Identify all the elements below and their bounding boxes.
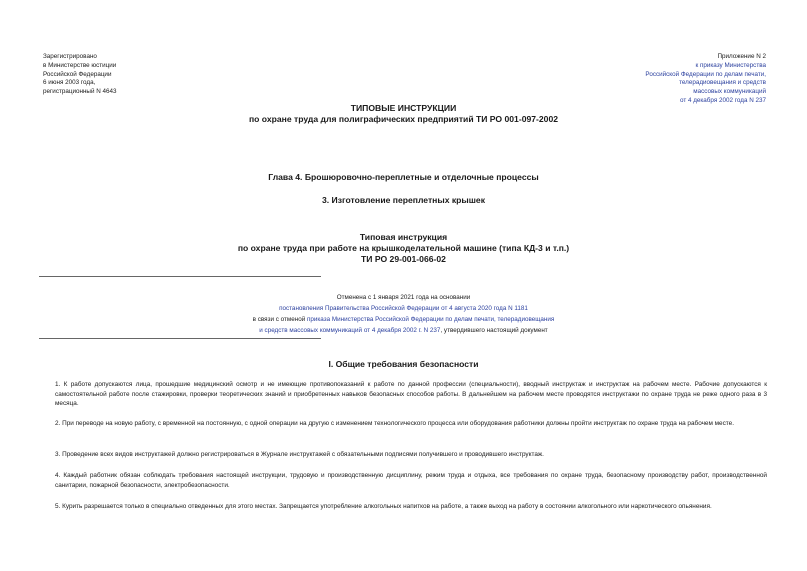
- cancellation-line: Отменена с 1 января 2021 года на основании: [336, 294, 471, 301]
- paragraph-3: [39, 450, 767, 460]
- instruction-title-line2: по охране труда при работе на крышкоделательной машине (типа КД-3 и т.п.): [237, 243, 570, 254]
- chapter-heading: Глава 4. Брошюровочно-переплетные и отделочные процессы: [268, 172, 539, 182]
- section-heading: I. Общие требования безопасности: [328, 359, 479, 369]
- ministry-order-link-cont[interactable]: и средств массовых коммуникаций от 4 декабря 2002 г. N 237: [259, 327, 441, 334]
- appendix-link-line[interactable]: от 4 декабря 2002 года N 237: [679, 96, 766, 104]
- paragraph-4: [39, 471, 767, 490]
- registration-line: в Министерстве юстиции: [43, 61, 117, 69]
- subsection-heading: 3. Изготовление переплетных крышек: [321, 195, 486, 205]
- paragraph-2: [39, 419, 767, 429]
- divider-bottom: [39, 338, 321, 339]
- paragraph-text: 1. К работе допускаются лица, прошедшие медицинский осмотр и не имеющие противопоказаний к работе по данной профессии (специальности), вводный инструктаж и инструктаж на рабочем месте. Рабочие допускаются к самостоятельной работе после стажировки, проверки теоретических знаний и приобретенных навыков безопасных способов работы. В дальнейшем на рабочем месте проводятся инструктажи по охране труда не реже одного раза в 3 месяца.: [55, 381, 767, 408]
- cancellation-prefix: в связи с отменой: [252, 316, 307, 323]
- document-title-line1: ТИПОВЫЕ ИНСТРУКЦИИ: [350, 103, 457, 113]
- appendix-block: [536, 53, 766, 106]
- registration-line: Российской Федерации: [43, 70, 112, 78]
- cancellation-notice: [0, 292, 807, 336]
- divider-top: [39, 276, 321, 277]
- registration-block: [43, 53, 203, 97]
- registration-line: Зарегистрировано: [43, 53, 97, 60]
- ministry-order-link[interactable]: приказа Министерства Российской Федерации по делам печати, телерадиовещания: [306, 316, 555, 323]
- cancellation-suffix: , утвердившего настоящий документ: [440, 327, 548, 334]
- paragraph-text: 3. Проведение всех видов инструктажей должно регистрироваться в Журнале инструктажей с обязательными подписями получившего и проводившего инструктаж.: [55, 451, 544, 458]
- paragraph-text: 2. При переводе на новую работу, с временной на постоянную, с одной операции на другую с изменением технологического процесса или оборудования работники должны пройти инструктаж по охране труда на рабочем месте.: [55, 420, 734, 427]
- appendix-link-line[interactable]: Российской Федерации по делам печати,: [645, 70, 766, 78]
- registration-line: 6 июня 2003 года,: [43, 79, 96, 87]
- appendix-link-line[interactable]: массовых коммуникаций: [693, 88, 766, 96]
- paragraph-1: [39, 380, 767, 409]
- appendix-title: Приложение N 2: [717, 53, 766, 60]
- instruction-title-line1: Типовая инструкция: [359, 232, 448, 242]
- appendix-link-line[interactable]: к приказу Министерства: [695, 61, 766, 69]
- instruction-title: [0, 232, 807, 266]
- document-title-line2: по охране труда для полиграфических предприятий ТИ РО 001-097-2002: [248, 114, 559, 125]
- paragraph-text: 5. Курить разрешается только в специально отведенных для этого местах. Запрещается употребление алкогольных напитков на работе, а также выход на работу в состоянии алкогольного или наркотического опьянения.: [55, 503, 712, 510]
- document-title: [0, 103, 807, 125]
- paragraph-text: 4. Каждый работник обязан соблюдать требования настоящей инструкции, трудовую и производственную дисциплину, режим труда и отдыха, все требования по охране труда, безопасному производству работ, производственной санитарии, пожарной безопасности, электробезопасности.: [55, 472, 767, 489]
- paragraph-5: [39, 502, 767, 512]
- instruction-title-line3: ТИ РО 29-001-066-02: [361, 254, 446, 265]
- government-decree-link[interactable]: постановления Правительства Российской Федерации от 4 августа 2020 года N 1181: [279, 305, 528, 312]
- registration-line: регистрационный N 4643: [43, 88, 117, 96]
- appendix-link-line[interactable]: телерадиовещания и средств: [679, 79, 766, 87]
